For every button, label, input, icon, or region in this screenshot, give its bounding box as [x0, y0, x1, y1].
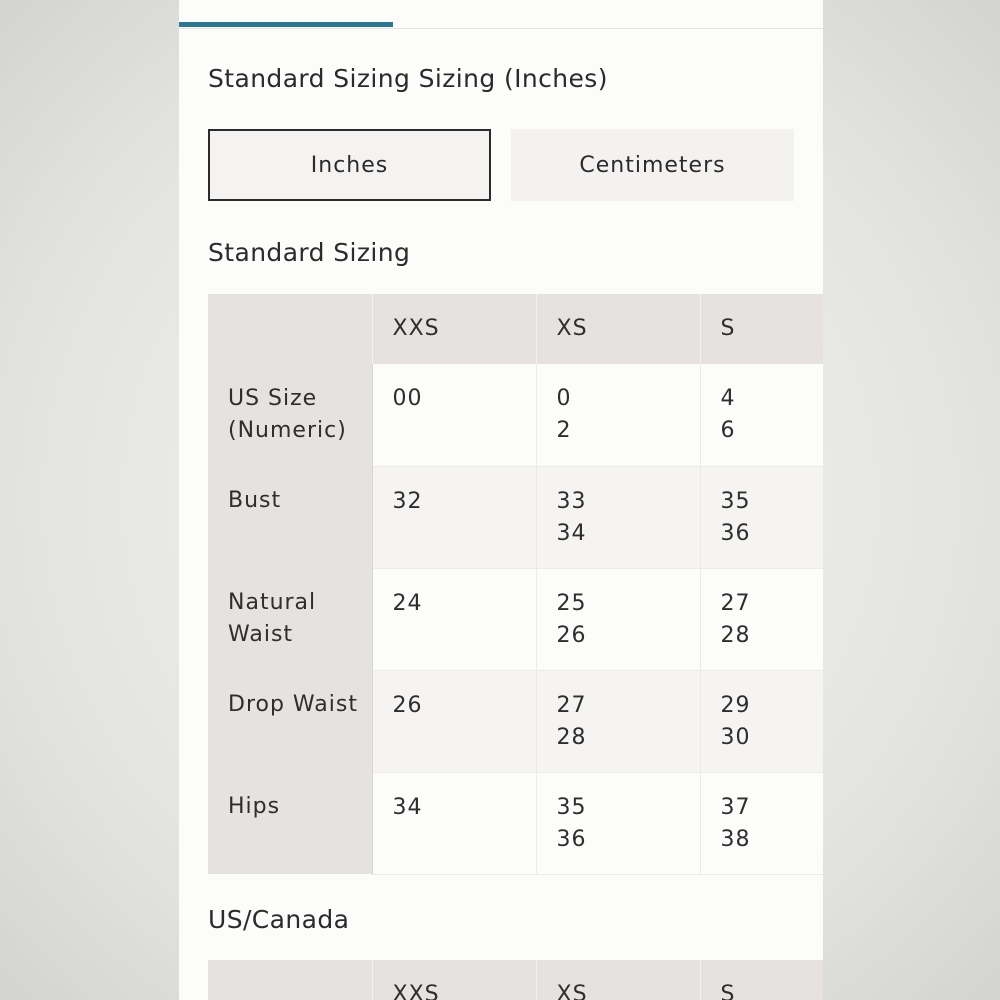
- row-label-line: US Size: [228, 386, 318, 411]
- cell-value: 27: [556, 692, 587, 718]
- table-header-corner: [208, 294, 372, 364]
- cell-value: 28: [720, 622, 751, 648]
- cell-natural-waist-s: [700, 568, 823, 670]
- cell-drop-waist-xxs: [372, 670, 536, 772]
- column-header-s: S: [700, 960, 823, 1000]
- standard-size-table: [208, 294, 823, 875]
- column-header-xxs: XXS: [372, 960, 536, 1000]
- row-label-line: Natural: [228, 590, 317, 615]
- table-row: [208, 364, 823, 466]
- row-label-line: Drop Waist: [228, 692, 358, 717]
- cell-us-size-xxs: [372, 364, 536, 466]
- row-label-bust: [208, 466, 372, 568]
- table-header-row: [208, 294, 823, 364]
- cell-value: 35: [556, 794, 587, 820]
- us-canada-size-table: [208, 960, 823, 1000]
- table-row: [208, 466, 823, 568]
- cell-value: 4: [720, 386, 736, 411]
- table-header-row: [208, 960, 823, 1000]
- cell-hips-xs: [536, 772, 700, 874]
- active-tab-indicator[interactable]: [179, 22, 393, 27]
- table-row: [208, 670, 823, 772]
- table-row: [208, 568, 823, 670]
- size-guide-title: Standard Sizing Sizing (Inches): [208, 64, 608, 93]
- cell-natural-waist-xxs: [372, 568, 536, 670]
- cell-value: 27: [720, 590, 751, 616]
- cell-value: 0: [556, 386, 572, 411]
- cell-value: 26: [556, 622, 587, 648]
- cell-us-size-xs: [536, 364, 700, 466]
- tab-bar: [179, 0, 823, 29]
- cell-value: 2: [556, 418, 572, 443]
- cell-bust-xs: [536, 466, 700, 568]
- cell-value: 24: [392, 590, 423, 616]
- column-header-xs: XS: [536, 294, 700, 364]
- row-label-line: Hips: [228, 794, 281, 819]
- cell-value: 32: [392, 488, 423, 514]
- centimeters-button[interactable]: Centimeters: [511, 129, 794, 201]
- cell-hips-s: [700, 772, 823, 874]
- inches-button[interactable]: Inches: [208, 129, 491, 201]
- table-row: [208, 772, 823, 874]
- column-header-xxs: XXS: [372, 294, 536, 364]
- table-header-corner: [208, 960, 372, 1000]
- cell-value: 35: [720, 488, 751, 514]
- cell-value: 34: [556, 520, 587, 546]
- cell-value: 26: [392, 692, 423, 718]
- cell-value: 37: [720, 794, 751, 820]
- column-header-xs: XS: [536, 960, 700, 1000]
- cell-bust-s: [700, 466, 823, 568]
- cell-hips-xxs: [372, 772, 536, 874]
- cell-us-size-s: [700, 364, 823, 466]
- cell-bust-xxs: [372, 466, 536, 568]
- cell-drop-waist-xs: [536, 670, 700, 772]
- cell-value: 6: [720, 418, 736, 443]
- cell-value: 36: [720, 520, 751, 546]
- row-label-us-size: [208, 364, 372, 466]
- row-label-drop-waist: [208, 670, 372, 772]
- cell-value: 00: [392, 386, 423, 411]
- row-label-line: Waist: [228, 622, 294, 647]
- cell-value: 28: [556, 724, 587, 750]
- cell-value: 38: [720, 826, 751, 852]
- row-label-line: (Numeric): [228, 418, 347, 443]
- size-guide-panel: [179, 0, 823, 1000]
- cell-value: 36: [556, 826, 587, 852]
- cell-value: 33: [556, 488, 587, 514]
- cell-drop-waist-s: [700, 670, 823, 772]
- standard-sizing-heading: Standard Sizing: [208, 238, 411, 267]
- column-header-s: S: [700, 294, 823, 364]
- cell-value: 30: [720, 724, 751, 750]
- us-canada-heading: US/Canada: [208, 905, 350, 934]
- cell-value: 34: [392, 794, 423, 820]
- row-label-hips: [208, 772, 372, 874]
- row-label-line: Bust: [228, 488, 282, 513]
- cell-natural-waist-xs: [536, 568, 700, 670]
- cell-value: 25: [556, 590, 587, 616]
- cell-value: 29: [720, 692, 751, 718]
- row-label-natural-waist: [208, 568, 372, 670]
